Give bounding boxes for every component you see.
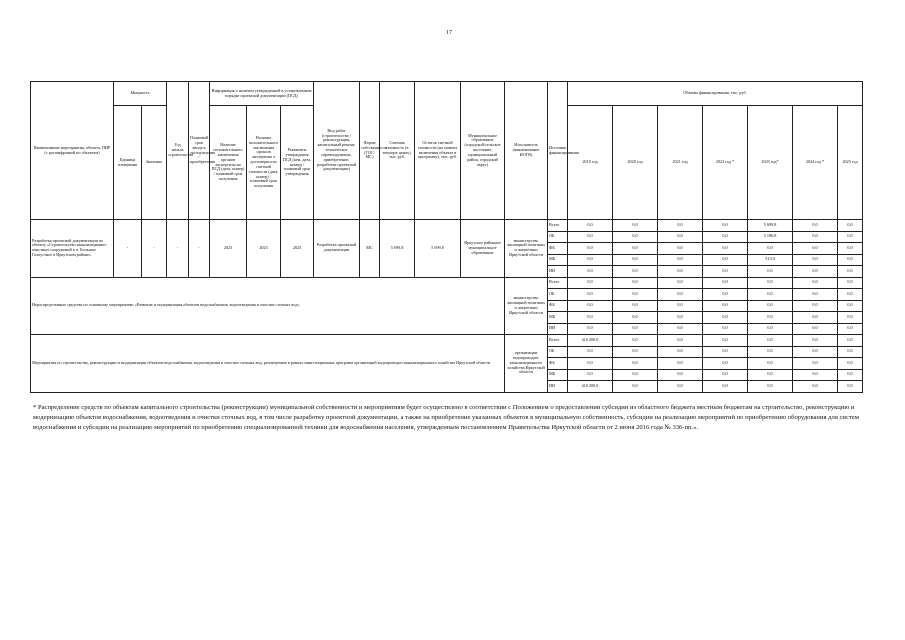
- funding-value: 0,0: [793, 323, 838, 335]
- funding-value: 0,0: [703, 323, 748, 335]
- funding-value: 0,0: [613, 358, 658, 370]
- funding-value: 410 200,0: [568, 335, 613, 347]
- header-year: 2024 год *: [793, 106, 838, 220]
- funding-value: 0,0: [838, 335, 863, 347]
- design-psd: 2023: [210, 220, 247, 278]
- design-reliability: 2023: [247, 220, 281, 278]
- funding-source: ИИ: [548, 381, 568, 393]
- object-name: Разработка проектной документации по объекту «Строительство канализационно-очистных сооружений в п. Большое Голоустное в Иркутском районе»: [31, 220, 114, 278]
- funding-value: 0,0: [748, 358, 793, 370]
- funding-value: 0,0: [703, 254, 748, 266]
- funding-value: 0,0: [703, 289, 748, 301]
- executor: организации водопроводно-канализационного хозяйства Иркутской области: [505, 335, 548, 393]
- funding-value: 0,0: [838, 369, 863, 381]
- funding-value: 0,0: [703, 243, 748, 255]
- funding-value: 0,0: [793, 289, 838, 301]
- footnote: * Распределение средств по объектам капитального строительства (реконструкции) муниципальной собственности и мероприятиям будет осуществлено в соответствии с Положением о предоставлении субсидии из областного бюджета местным бюджетам на строительство, реконструкцию и модернизацию объектов водоснабжения, водоотведения и очистки сточных вод, в том числе разработку проектной документации, а также на приобретение указанных объектов в муниципальную собственность, субсидии на реализацию мероприятий по приобретению оборудования для систем водоснабжения и субсидии на реализацию мероприятий по приобретению специализированной техники для водоснабжения населения, утвержденным постановлением Правительства Иркутской области от 2 июня 2016 года № 336-пп.».: [33, 404, 859, 431]
- funding-value: 0,0: [658, 335, 703, 347]
- header-municipality: Муниципальное образование (городской/сельское поселение, муниципальный район, городской округ): [461, 82, 505, 220]
- executor: министерство жилищной политики и энергетики Иркутской области: [505, 277, 548, 335]
- funding-source: ОБ: [548, 231, 568, 243]
- header-capacity: Мощность: [114, 82, 167, 106]
- funding-value: 0,0: [793, 346, 838, 358]
- funding-source: ФБ: [548, 243, 568, 255]
- header-work-type: Вид работ (строительство / реконструкция, капитальный ремонт, техническое перевооружение, приобретение, разработка проектной документации): [314, 82, 360, 220]
- funding-value: 0,0: [613, 369, 658, 381]
- table-row: [31, 277, 863, 289]
- funding-value: 0,0: [658, 312, 703, 324]
- funding-source: МБ: [548, 369, 568, 381]
- funding-value: 0,0: [793, 254, 838, 266]
- funding-value: 0,0: [838, 254, 863, 266]
- design-approval: 2025: [281, 220, 314, 278]
- funding-value: 0,0: [703, 335, 748, 347]
- funding-value: 0,0: [658, 289, 703, 301]
- funding-value: 0,0: [658, 369, 703, 381]
- funding-value: 0,0: [658, 381, 703, 393]
- funding-value: 0,0: [568, 369, 613, 381]
- funding-source: ОБ: [548, 289, 568, 301]
- funding-value: 0,0: [838, 243, 863, 255]
- header-name: Наименование мероприятия, объекта, ПИР (с расшифровкой по объектам): [31, 82, 114, 220]
- funding-value: 0,0: [613, 254, 658, 266]
- funding-value: 0,0: [838, 266, 863, 278]
- funding-value: 0,0: [703, 266, 748, 278]
- funding-value: 0,0: [658, 346, 703, 358]
- funding-value: 0,0: [613, 289, 658, 301]
- funding-source: ИИ: [548, 323, 568, 335]
- header-year-start: Год начала строительства: [167, 82, 189, 220]
- funding-value: 0,0: [613, 243, 658, 255]
- funding-source: ФБ: [548, 358, 568, 370]
- header-design-psd: Наличие положительного заключения органов экспертизы на ПСД (дата, номер) / плановый срок получения: [210, 106, 247, 220]
- funding-value: 0,0: [703, 312, 748, 324]
- funding-value: 0,0: [748, 369, 793, 381]
- funding-value: 0,0: [838, 231, 863, 243]
- funding-value: 5 186,8: [748, 231, 793, 243]
- section-name: Мероприятия по строительству, реконструкции и модернизации объектов водоснабжения, водоотведения и очистки сточных вод, реализуемые в рамках инвестиционных программ организаций водопроводно-канализационного хозяйства Иркутской области: [31, 335, 505, 393]
- year-start: -: [167, 220, 189, 278]
- funding-value: 0,0: [568, 312, 613, 324]
- header-year: 2023 год*: [748, 106, 793, 220]
- funding-value: 0,0: [568, 300, 613, 312]
- funding-value: 0,0: [838, 358, 863, 370]
- funding-value: 0,0: [748, 335, 793, 347]
- header-executor: Исполнитель (наименование ИОГВ): [505, 82, 548, 220]
- funding-value: 0,0: [838, 289, 863, 301]
- funding-value: 0,0: [793, 220, 838, 232]
- funding-value: 0,0: [613, 277, 658, 289]
- funding-value: 0,0: [658, 254, 703, 266]
- funding-source: МБ: [548, 312, 568, 324]
- funding-source: МБ: [548, 254, 568, 266]
- funding-value: 0,0: [658, 358, 703, 370]
- funding-value: 0,0: [793, 369, 838, 381]
- capacity-value: -: [142, 220, 167, 278]
- funding-value: 0,0: [793, 335, 838, 347]
- header-ownership: Форма собственности (ГОС/МС): [360, 82, 380, 220]
- funding-value: 0,0: [658, 300, 703, 312]
- funding-value: 0,0: [748, 323, 793, 335]
- header-design: Информация о наличии утвержденной в установленном порядке проектной документации (ПСД): [210, 82, 314, 106]
- funding-value: 0,0: [568, 289, 613, 301]
- funding-value: 0,0: [568, 277, 613, 289]
- funding-value: 0,0: [613, 323, 658, 335]
- funding-source: ОБ: [548, 346, 568, 358]
- funding-value: 0,0: [613, 346, 658, 358]
- funding-value: 0,0: [613, 300, 658, 312]
- funding-value: 0,0: [568, 254, 613, 266]
- header-estimated-cost: Сметная стоимость (в текущих ценах), тыс. руб.: [380, 82, 415, 220]
- table-row: [31, 335, 863, 347]
- funding-value: 0,0: [658, 277, 703, 289]
- funding-value: 0,0: [793, 231, 838, 243]
- funding-value: 0,0: [838, 312, 863, 324]
- funding-source: Всего: [548, 220, 568, 232]
- funding-value: 0,0: [703, 220, 748, 232]
- funding-value: 0,0: [703, 358, 748, 370]
- funding-value: 0,0: [703, 381, 748, 393]
- funding-value: 0,0: [568, 243, 613, 255]
- funding-value: 0,0: [748, 300, 793, 312]
- funding-value: 0,0: [838, 381, 863, 393]
- funding-value: 0,0: [793, 277, 838, 289]
- funding-value: 0,0: [748, 312, 793, 324]
- funding-value: 0,0: [748, 289, 793, 301]
- funding-value: 0,0: [568, 266, 613, 278]
- funding-value: 0,0: [568, 231, 613, 243]
- funding-value: 0,0: [838, 346, 863, 358]
- estimated-cost: 5 699,8: [380, 220, 415, 278]
- financing-table: [30, 81, 863, 393]
- funding-source: ИИ: [548, 266, 568, 278]
- section-name: Нераспределенные средства по основному мероприятию «Развитие и модернизация объектов водоснабжения, водоотведения и очистки сточных вод»: [31, 277, 505, 335]
- funding-value: 0,0: [568, 220, 613, 232]
- funding-value: 0,0: [613, 266, 658, 278]
- remaining-cost: 5 699,8: [415, 220, 461, 278]
- header-year: 2025 год: [838, 106, 863, 220]
- executor: министерство жилищной политики и энергетики Иркутской области: [505, 220, 548, 278]
- header-design-reliability: Наличие положительного заключения органов экспертизы о достоверности сметной стоимости (дата, номер) / плановый срок получения: [247, 106, 281, 220]
- header-design-approval: Реквизиты утверждения ПСД (кем, дата, номер) / плановый срок утверждения: [281, 106, 314, 220]
- funding-value: 0,0: [748, 277, 793, 289]
- funding-value: 0,0: [703, 369, 748, 381]
- funding-value: 0,0: [748, 266, 793, 278]
- funding-value: 0,0: [703, 277, 748, 289]
- funding-source: Всего: [548, 335, 568, 347]
- funding-value: 0,0: [613, 335, 658, 347]
- funding-value: 0,0: [793, 312, 838, 324]
- funding-value: 0,0: [658, 220, 703, 232]
- funding-value: 0,0: [613, 381, 658, 393]
- header-year: 2021 год: [658, 106, 703, 220]
- funding-value: 513,0: [748, 254, 793, 266]
- funding-value: 0,0: [748, 381, 793, 393]
- funding-value: 0,0: [793, 266, 838, 278]
- funding-value: 0,0: [658, 323, 703, 335]
- funding-value: 0,0: [793, 300, 838, 312]
- work-type: Разработка проектной документации: [314, 220, 360, 278]
- header-year: 2020 год: [613, 106, 658, 220]
- header-source: Источник финансирования: [548, 82, 568, 220]
- funding-source: Всего: [548, 277, 568, 289]
- funding-value: 0,0: [838, 300, 863, 312]
- funding-value: 0,0: [793, 358, 838, 370]
- funding-value: 0,0: [838, 323, 863, 335]
- funding-value: 0,0: [658, 243, 703, 255]
- funding-value: 410 200,0: [568, 381, 613, 393]
- header-year-commission: Плановый срок ввода в эксплуатацию / приобретения: [189, 82, 210, 220]
- funding-value: 0,0: [838, 220, 863, 232]
- funding-source: ФБ: [548, 300, 568, 312]
- funding-value: 0,0: [658, 231, 703, 243]
- funding-value: 0,0: [793, 243, 838, 255]
- funding-value: 5 699,8: [748, 220, 793, 232]
- funding-value: 0,0: [748, 346, 793, 358]
- funding-value: 0,0: [658, 266, 703, 278]
- municipality: Иркутское районное муниципальное образование: [461, 220, 505, 278]
- header-capacity-value: Значение: [142, 106, 167, 220]
- table-body: [31, 220, 863, 393]
- funding-value: 0,0: [613, 220, 658, 232]
- funding-value: 0,0: [703, 346, 748, 358]
- header-capacity-unit: Единица измерения: [114, 106, 142, 220]
- header-finance: Объемы финансирования, тыс. руб.: [568, 82, 863, 106]
- funding-value: 0,0: [703, 300, 748, 312]
- funding-value: 0,0: [793, 381, 838, 393]
- funding-value: 0,0: [568, 323, 613, 335]
- capacity-unit: -: [114, 220, 142, 278]
- funding-value: 0,0: [568, 358, 613, 370]
- ownership: МС: [360, 220, 380, 278]
- funding-value: 0,0: [613, 312, 658, 324]
- table-row: [31, 220, 863, 232]
- year-commission: -: [189, 220, 210, 278]
- header-remaining-cost: Остаток сметной стоимости (на момент включения объекта в программу), тыс. руб.: [415, 82, 461, 220]
- funding-value: 0,0: [748, 243, 793, 255]
- page-number: 17: [446, 30, 452, 36]
- header-year: 2019 год: [568, 106, 613, 220]
- funding-value: 0,0: [613, 231, 658, 243]
- funding-value: 0,0: [568, 346, 613, 358]
- funding-value: 0,0: [703, 231, 748, 243]
- header-year: 2022 год *: [703, 106, 748, 220]
- funding-value: 0,0: [838, 277, 863, 289]
